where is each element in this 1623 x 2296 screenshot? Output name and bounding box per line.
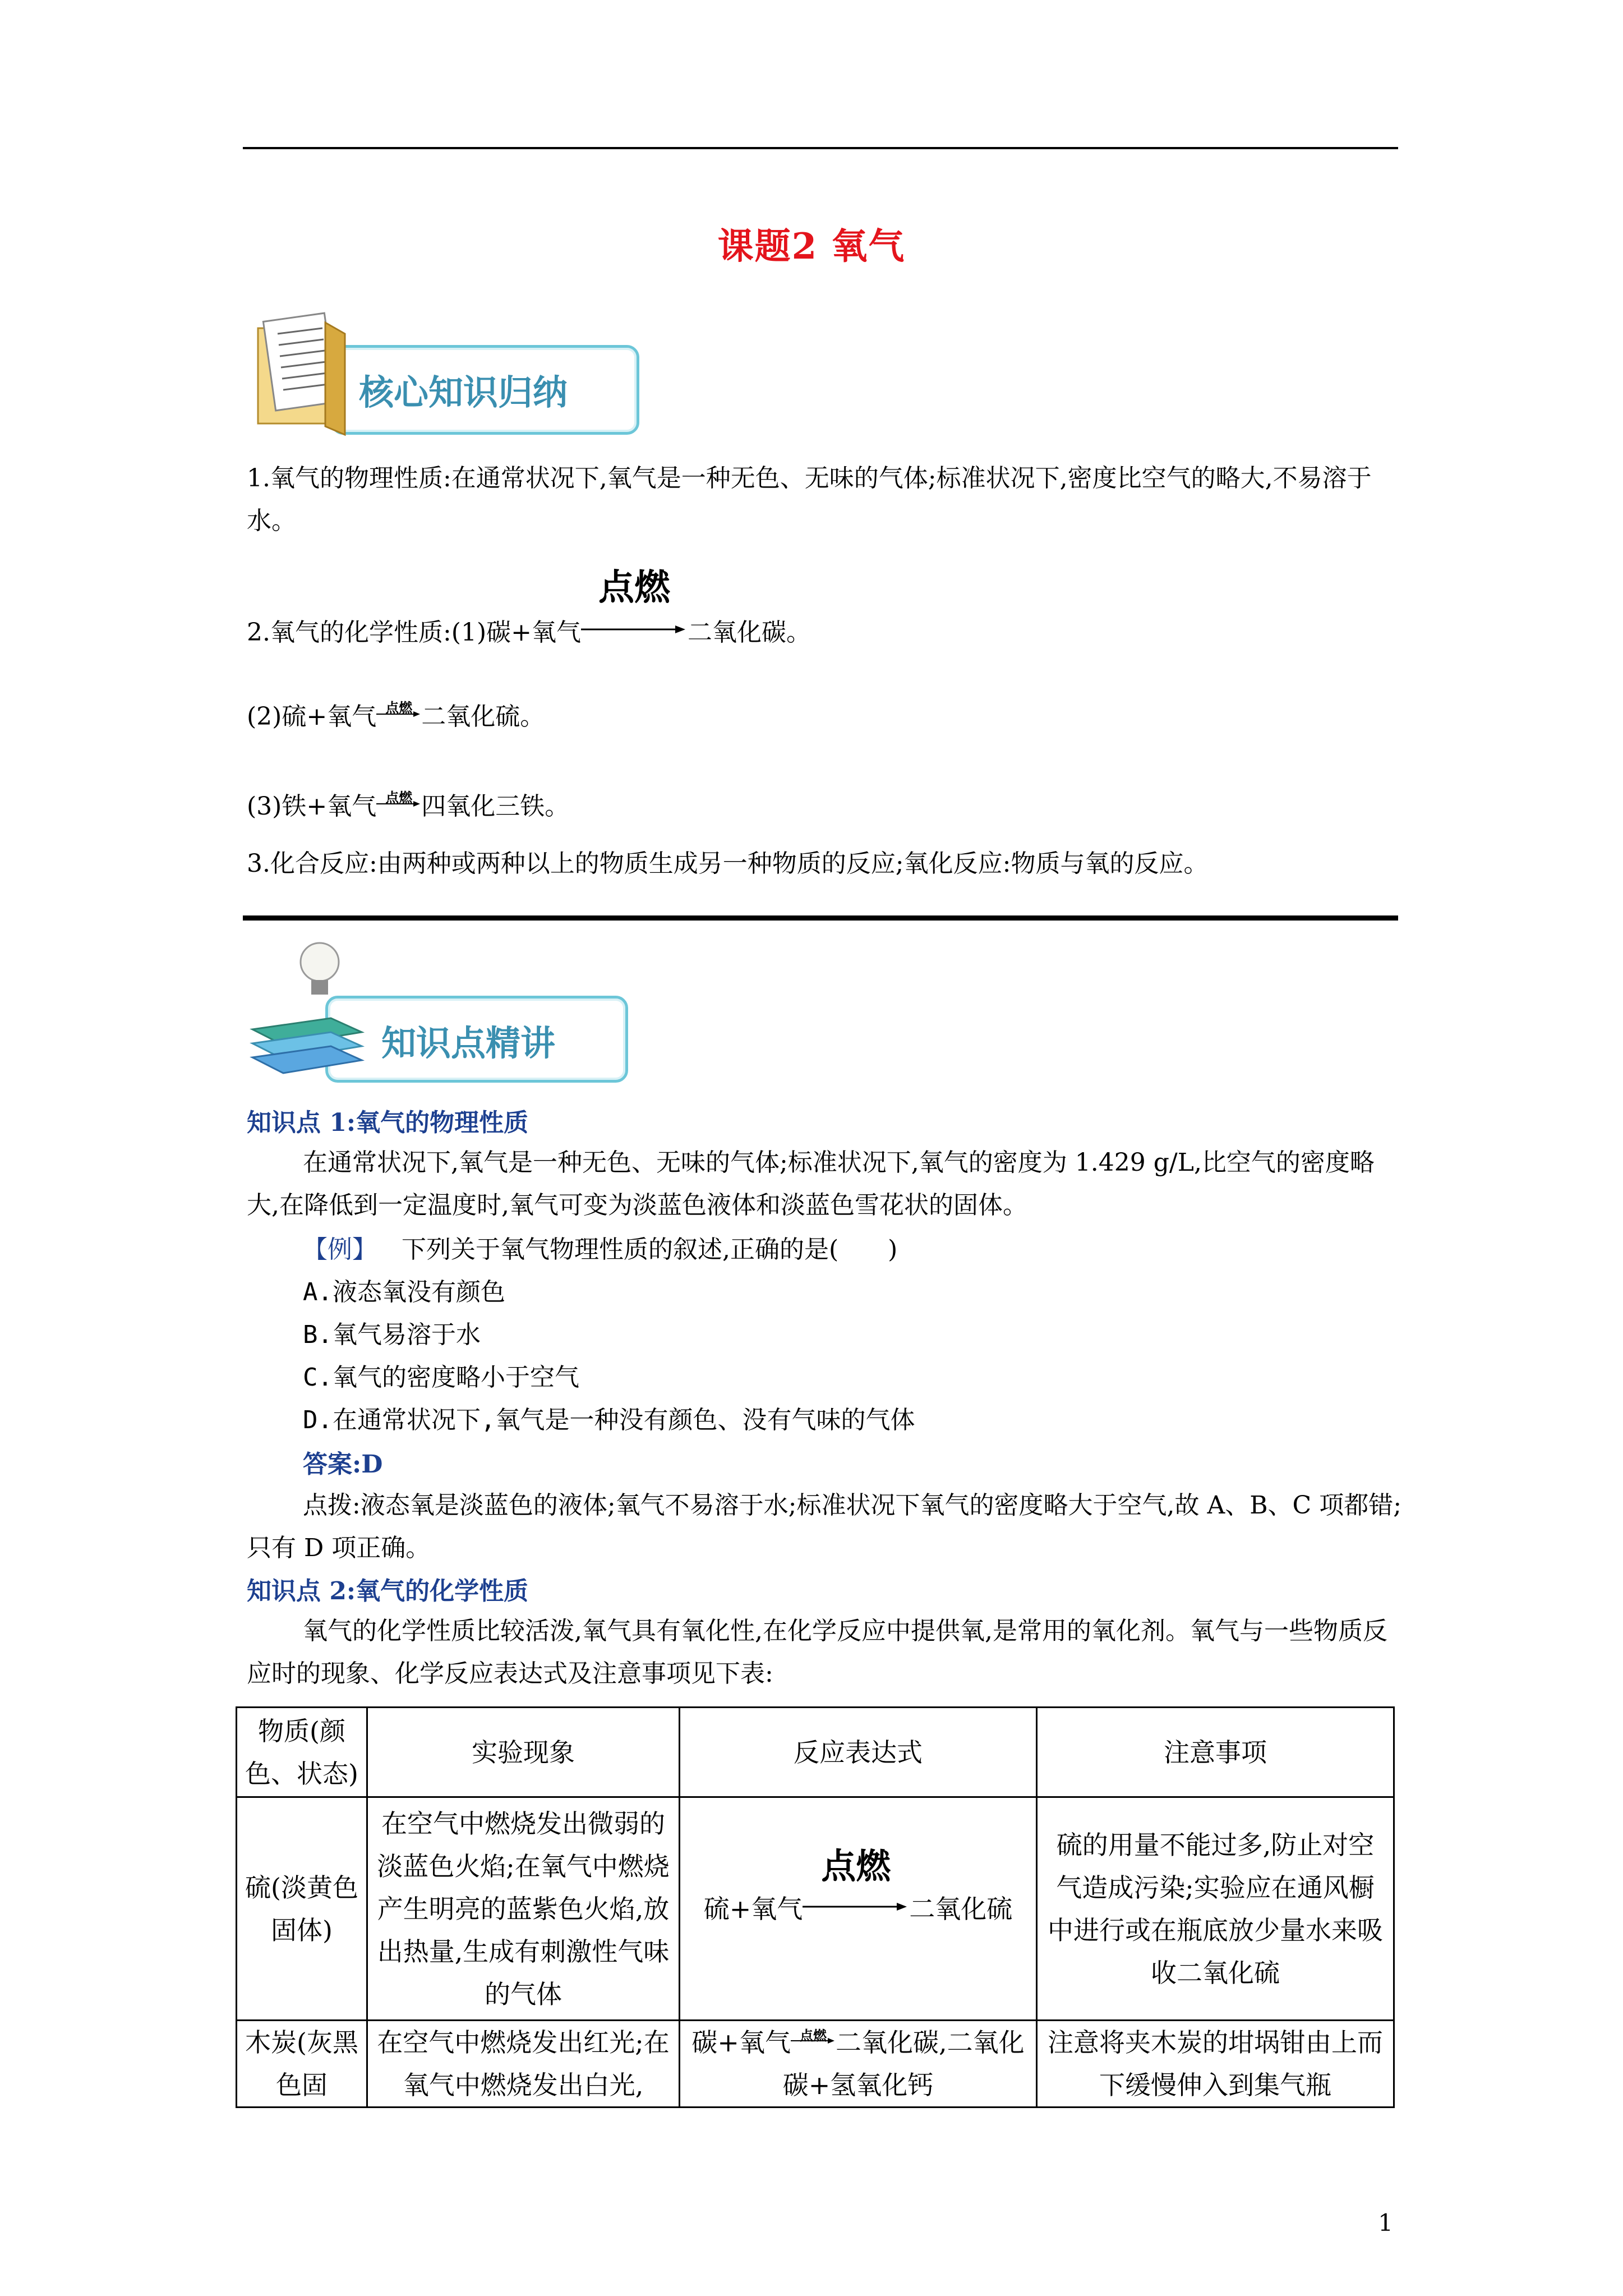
core-knowledge-banner <box>247 306 651 446</box>
substance-cell: 硫(淡黄色固体) <box>237 1797 367 2021</box>
reaction-arrow <box>803 1845 909 1918</box>
notes-cell: 硫的用量不能过多,防止对空气造成污染;实验应在通风橱中进行或在瓶底放少量水来吸收二氧化硫 <box>1037 1797 1394 2021</box>
reaction-arrow <box>791 2028 836 2051</box>
answer: 答案:D <box>303 1450 383 1479</box>
summary-chemical-3-prefix: (3)铁+氧气 <box>247 792 377 821</box>
kp2-heading: 知识点 2:氧气的化学性质 <box>247 1577 529 1605</box>
option-b: B.氧气易溶于水 <box>303 1320 481 1349</box>
summary-chemical-3 <box>247 785 569 828</box>
phenomenon-cell: 在空气中燃烧发出微弱的淡蓝色火焰;在氧气中燃烧产生明亮的蓝紫色火焰,放出热量,生成有刺激性气味的气体 <box>367 1797 680 2021</box>
knowledge-points-banner <box>247 934 639 1085</box>
example-tag: 【例】 <box>303 1235 377 1264</box>
condition-label: 点燃 <box>821 1845 891 1887</box>
reaction-table <box>236 1706 1395 2108</box>
option-a: A.液态氧没有颜色 <box>303 1278 505 1306</box>
reaction-cell <box>680 2021 1037 2108</box>
condition-label: 点燃 <box>598 567 670 609</box>
summary-chemical-3-suffix: 四氧化三铁。 <box>421 792 570 821</box>
phenomenon-cell: 在空气中燃烧发出红光;在氧气中燃烧发出白光, <box>367 2021 680 2108</box>
condition-label: 点燃 <box>799 2028 827 2044</box>
table-header: 实验现象 <box>367 1708 680 1797</box>
summary-physical: 1.氧气的物理性质:在通常状况下,氧气是一种无色、无味的气体;标准状况下,密度比空气的略大,不易溶于水。 <box>247 464 1372 535</box>
table-header: 反应表达式 <box>680 1708 1037 1797</box>
books-bulb-icon <box>247 934 370 1085</box>
option-c: C.氧气的密度略小于空气 <box>303 1363 579 1392</box>
summary-chemical-1-prefix: 2.氧气的化学性质:(1)碳+氧气 <box>247 618 581 647</box>
knowledge-points-label: 知识点精讲 <box>381 1023 556 1064</box>
reaction-prefix: 硫+氧气 <box>703 1893 803 1924</box>
substance-cell: 木炭(灰黑色固 <box>237 2021 367 2108</box>
kp1-body: 在通常状况下,氧气是一种无色、无味的气体;标准状况下,氧气的密度为 1.429 g/L,比空气的密度略大,在降低到一定温度时,氧气可变为淡蓝色液体和淡蓝色雪花状的固体。 <box>247 1148 1375 1220</box>
summary-chemical-2-prefix: (2)硫+氧气 <box>247 702 377 731</box>
reaction-cell <box>680 1797 1037 2021</box>
reaction-prefix: 碳+氧气 <box>691 2027 791 2058</box>
kp2-body: 氧气的化学性质比较活泼,氧气具有氧化性,在化学反应中提供氧,是常用的氧化剂。氧气与一些物质反应时的现象、化学反应表达式及注意事项见下表: <box>247 1617 1387 1688</box>
reaction-arrow <box>376 700 421 725</box>
page-number: 1 <box>1378 2209 1393 2237</box>
reaction-suffix: 二氧化碳,二氧化碳+氢氧化钙 <box>782 2027 1025 2100</box>
page-title: 课题2 氧气 <box>717 226 906 268</box>
example-text: 下列关于氧气物理性质的叙述,正确的是( ) <box>402 1235 898 1264</box>
table-header-row <box>237 1708 1394 1797</box>
summary-chemical-2 <box>247 696 545 738</box>
example-question <box>303 1228 897 1271</box>
reaction-arrow <box>581 567 688 641</box>
hint: 点拨:液态氧是淡蓝色的液体;氧气不易溶于水;标准状况下氧气的密度略大于空气,故 A、B、C 项都错;只有 D 项正确。 <box>247 1491 1402 1562</box>
reaction-suffix: 二氧化硫 <box>909 1893 1013 1924</box>
summary-chemical-1-suffix: 二氧化碳。 <box>688 618 811 647</box>
table-header: 注意事项 <box>1037 1708 1394 1797</box>
section-divider <box>243 915 1398 921</box>
reaction-arrow <box>376 790 421 815</box>
table-row <box>237 2021 1394 2108</box>
condition-label: 点燃 <box>385 700 413 716</box>
summary-reaction-types: 3.化合反应:由两种或两种以上的物质生成另一种物质的反应;氧化反应:物质与氧的反应。 <box>247 849 1209 878</box>
notes-cell: 注意将夹木炭的坩埚钳由上而下缓慢伸入到集气瓶 <box>1037 2021 1394 2108</box>
option-d: D.在通常状况下,氧气是一种没有颜色、没有气味的气体 <box>303 1406 915 1434</box>
condition-label: 点燃 <box>385 790 413 806</box>
core-knowledge-label: 核心知识归纳 <box>359 372 568 413</box>
table-header: 物质(颜色、状态) <box>237 1708 367 1797</box>
table-row <box>237 1797 1394 2021</box>
folder-icon <box>247 306 370 440</box>
kp1-heading: 知识点 1:氧气的物理性质 <box>247 1108 529 1137</box>
summary-chemical-1 <box>247 567 811 654</box>
summary-chemical-2-suffix: 二氧化硫。 <box>421 702 545 731</box>
header-rule <box>243 147 1398 149</box>
